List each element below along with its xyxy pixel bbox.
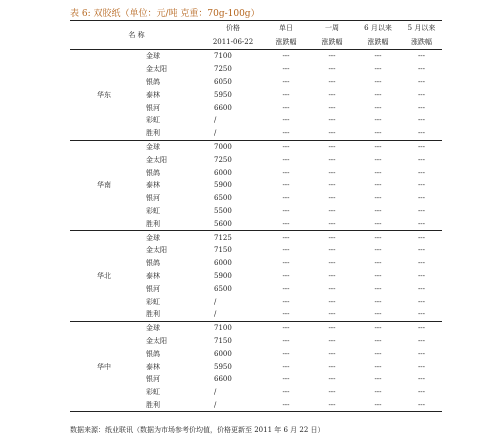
brand-name: 金球 [146,324,160,333]
june-change-cell: --- [355,308,401,321]
region-name: 华东 [70,50,138,141]
june-change-cell: --- [374,181,382,190]
daily-change-cell: --- [282,142,290,151]
weekly-change-cell: --- [328,65,336,74]
may-change-cell: --- [417,297,426,306]
june-change-cell: --- [374,168,382,177]
weekly-change-cell: --- [328,194,336,203]
june-change-cell: --- [374,90,382,99]
brand-name: 银鸽 [146,259,160,268]
may-change-cell: --- [417,271,426,280]
table-body [70,50,442,412]
daily-change-cell: --- [282,206,290,215]
june-change-cell: --- [374,206,382,215]
price-cell: 6500 [214,284,232,293]
may-change-cell: --- [417,168,426,177]
brand-name: 金球 [146,142,160,151]
daily-change-cell: --- [282,324,290,333]
june-change-cell: --- [374,362,382,371]
price-cell: / [214,297,217,306]
june-change-cell: --- [374,65,382,74]
may-change-cell: --- [417,194,426,203]
may-change-cell: --- [401,399,442,412]
brand-name: 银河 [146,103,160,112]
price-cell: 7250 [214,155,232,164]
table-title: 表 6: 双胶纸（单位：元/吨 克重：70g-100g） [70,9,260,19]
weekly-change-cell: --- [328,362,336,371]
price-cell: 5950 [214,362,232,371]
daily-change-cell: --- [282,284,290,293]
june-change-cell: --- [374,103,382,112]
daily-change-cell: --- [282,103,290,112]
price-cell: 7100 [214,324,232,333]
price-cell: / [214,388,217,397]
may-change-cell: --- [401,308,442,321]
june-change-cell: --- [374,246,382,255]
header-col5-line2: 涨跌幅 [355,35,401,50]
price-cell: 5900 [214,271,232,280]
brand-name: 银鸽 [146,349,160,358]
june-change-cell: --- [374,324,382,333]
weekly-change-cell: --- [328,233,336,242]
may-change-cell: --- [417,259,426,268]
weekly-change-cell: --- [328,52,336,61]
weekly-change-cell: --- [328,168,336,177]
brand-name: 金球 [146,233,160,242]
may-change-cell: --- [417,324,426,333]
may-change-cell: --- [417,77,426,86]
weekly-change-cell: --- [309,217,355,230]
may-change-cell: --- [417,52,426,61]
may-change-cell: --- [401,217,442,230]
weekly-change-cell: --- [309,308,355,321]
price-cell: 6600 [214,103,232,112]
brand-name: 胜利 [138,399,203,412]
brand-name: 银河 [146,284,160,293]
price-cell: 6500 [214,194,232,203]
weekly-change-cell: --- [328,90,336,99]
brand-name: 金太阳 [146,336,167,345]
june-change-cell: --- [374,349,382,358]
brand-name: 金太阳 [146,65,167,74]
price-cell: 5600 [203,217,263,230]
price-table [70,20,442,412]
header-price-line1: 价格 [226,24,240,32]
june-change-cell: --- [374,271,382,280]
weekly-change-cell: --- [328,349,336,358]
daily-change-cell: --- [282,388,290,397]
price-cell: 6000 [214,259,232,268]
price-cell: / [203,399,263,412]
weekly-change-cell: --- [328,142,336,151]
weekly-change-cell: --- [328,271,336,280]
brand-name: 彩虹 [146,206,160,215]
daily-change-cell: --- [263,308,309,321]
weekly-change-cell: --- [328,246,336,255]
table-row [70,321,442,334]
daily-change-cell: --- [282,116,290,125]
brand-name: 泰林 [146,90,160,99]
brand-name: 彩虹 [146,297,160,306]
weekly-change-cell: --- [328,103,336,112]
june-change-cell: --- [374,116,382,125]
price-cell: / [214,116,217,125]
weekly-change-cell: --- [328,155,336,164]
price-cell: 6050 [214,77,232,86]
weekly-change-cell: --- [328,375,336,384]
price-cell: 7150 [214,336,232,345]
may-change-cell: --- [417,181,426,190]
may-change-cell: --- [417,349,426,358]
june-change-cell: --- [374,142,382,151]
price-cell: 7100 [214,52,232,61]
may-change-cell: --- [417,284,426,293]
brand-name: 金太阳 [146,246,167,255]
region-name: 华南 [70,140,138,231]
daily-change-cell: --- [282,52,290,61]
daily-change-cell: --- [282,336,290,345]
brand-name: 银河 [146,194,160,203]
daily-change-cell: --- [263,127,309,140]
header-col3-line2: 涨跌幅 [263,35,309,50]
daily-change-cell: --- [282,155,290,164]
june-change-cell: --- [374,284,382,293]
may-change-cell: --- [417,388,426,397]
region-name: 华中 [70,321,138,412]
june-change-cell: --- [355,127,401,140]
daily-change-cell: --- [282,297,290,306]
daily-change-cell: --- [282,194,290,203]
daily-change-cell: --- [282,246,290,255]
brand-name: 彩虹 [146,388,160,397]
may-change-cell: --- [417,103,426,112]
header-name: 名 称 [70,21,203,50]
daily-change-cell: --- [282,65,290,74]
may-change-cell: --- [401,127,442,140]
june-change-cell: --- [374,52,382,61]
price-cell: 5950 [214,90,232,99]
price-cell: 5500 [214,206,232,215]
header-col3-line1: 单日 [279,24,293,32]
weekly-change-cell: --- [328,206,336,215]
june-change-cell: --- [374,77,382,86]
weekly-change-cell: --- [328,284,336,293]
price-cell: 7250 [214,65,232,74]
daily-change-cell: --- [282,271,290,280]
header-col6-line2: 涨跌幅 [401,35,442,50]
region-name: 华北 [70,231,138,322]
price-cell: / [203,308,263,321]
table-row [70,50,442,63]
price-cell: 7000 [214,142,232,151]
may-change-cell: --- [417,246,426,255]
may-change-cell: --- [417,336,426,345]
price-cell: 7150 [214,246,232,255]
brand-name: 胜利 [138,308,203,321]
june-change-cell: --- [374,375,382,384]
daily-change-cell: --- [263,399,309,412]
data-source-note: 数据来源：纸业联讯（数据为市场参考价均值，价格更新至 2011 年 6 月 22 日） [70,426,325,434]
table-row [70,140,442,153]
weekly-change-cell: --- [309,399,355,412]
brand-name: 彩虹 [146,116,160,125]
may-change-cell: --- [417,206,426,215]
weekly-change-cell: --- [309,127,355,140]
june-change-cell: --- [374,388,382,397]
price-cell: 6000 [214,349,232,358]
daily-change-cell: --- [282,259,290,268]
weekly-change-cell: --- [328,388,336,397]
june-change-cell: --- [374,194,382,203]
brand-name: 银河 [146,375,160,384]
header-col6-line1: 5 月以来 [407,24,436,32]
header-col4-line2: 涨跌幅 [309,35,355,50]
daily-change-cell: --- [282,181,290,190]
daily-change-cell: --- [263,217,309,230]
table-header [70,21,442,50]
brand-name: 泰林 [146,181,160,190]
price-cell: 7125 [214,233,232,242]
june-change-cell: --- [374,297,382,306]
brand-name: 胜利 [138,127,203,140]
price-cell: 6000 [214,168,232,177]
brand-name: 金球 [146,52,160,61]
daily-change-cell: --- [282,168,290,177]
daily-change-cell: --- [282,362,290,371]
weekly-change-cell: --- [328,297,336,306]
weekly-change-cell: --- [328,324,336,333]
may-change-cell: --- [417,142,426,151]
june-change-cell: --- [374,155,382,164]
weekly-change-cell: --- [328,336,336,345]
may-change-cell: --- [417,116,426,125]
may-change-cell: --- [417,233,426,242]
price-cell: 5900 [214,181,232,190]
brand-name: 银鸽 [146,77,160,86]
daily-change-cell: --- [282,77,290,86]
header-col5-line1: 6 月以来 [364,24,392,32]
may-change-cell: --- [417,375,426,384]
may-change-cell: --- [417,362,426,371]
weekly-change-cell: --- [328,77,336,86]
header-col4-line1: 一周 [325,24,339,32]
price-cell: / [203,127,263,140]
brand-name: 金太阳 [146,155,167,164]
daily-change-cell: --- [282,349,290,358]
brand-name: 泰林 [146,271,160,280]
june-change-cell: --- [374,233,382,242]
june-change-cell: --- [374,259,382,268]
brand-name: 泰林 [146,362,160,371]
weekly-change-cell: --- [328,259,336,268]
price-cell: 6600 [214,375,232,384]
daily-change-cell: --- [282,90,290,99]
june-change-cell: --- [355,217,401,230]
june-change-cell: --- [374,336,382,345]
weekly-change-cell: --- [328,181,336,190]
may-change-cell: --- [417,155,426,164]
daily-change-cell: --- [282,375,290,384]
header-price-line2: 2011-06-22 [203,35,263,50]
table-row [70,231,442,244]
may-change-cell: --- [417,65,426,74]
brand-name: 胜利 [138,217,203,230]
may-change-cell: --- [417,90,426,99]
weekly-change-cell: --- [328,116,336,125]
daily-change-cell: --- [282,233,290,242]
june-change-cell: --- [355,399,401,412]
brand-name: 银鸽 [146,168,160,177]
